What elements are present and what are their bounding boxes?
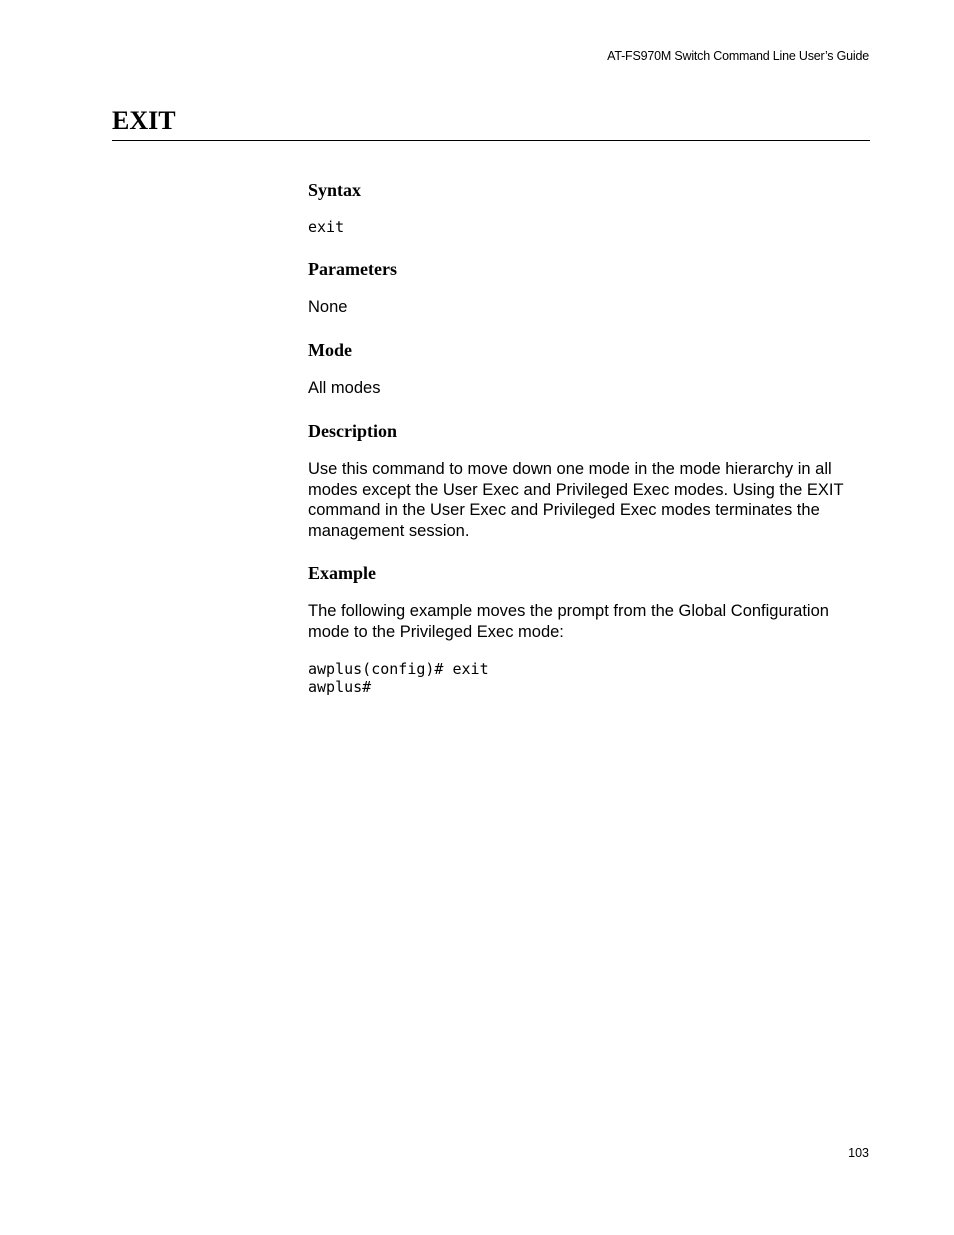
mode-text: All modes	[308, 379, 381, 397]
page-title: EXIT	[112, 106, 176, 135]
parameters-text: None	[308, 298, 348, 316]
page-number: 103	[848, 1146, 869, 1160]
example-code-line: awplus(config)# exit	[308, 660, 489, 678]
example-heading: Example	[308, 563, 377, 583]
example-text: The following example moves the prompt from the Global Configuration mode to the Privileged Exec mode:	[308, 602, 829, 641]
example-code-line: awplus#	[308, 678, 372, 696]
running-header: AT-FS970M Switch Command Line User’s Guide	[607, 49, 869, 63]
description-heading: Description	[308, 421, 397, 441]
syntax-code: exit	[308, 218, 345, 236]
syntax-heading: Syntax	[308, 180, 362, 200]
title-divider	[112, 140, 870, 141]
parameters-heading: Parameters	[308, 259, 397, 279]
mode-heading: Mode	[308, 340, 352, 360]
description-text: Use this command to move down one mode in the mode hierarchy in all modes except the User Exec and Privileged Exec modes. Using the EXIT command in the User Exec and Privileged Exec modes terminates the management session.	[308, 460, 844, 540]
